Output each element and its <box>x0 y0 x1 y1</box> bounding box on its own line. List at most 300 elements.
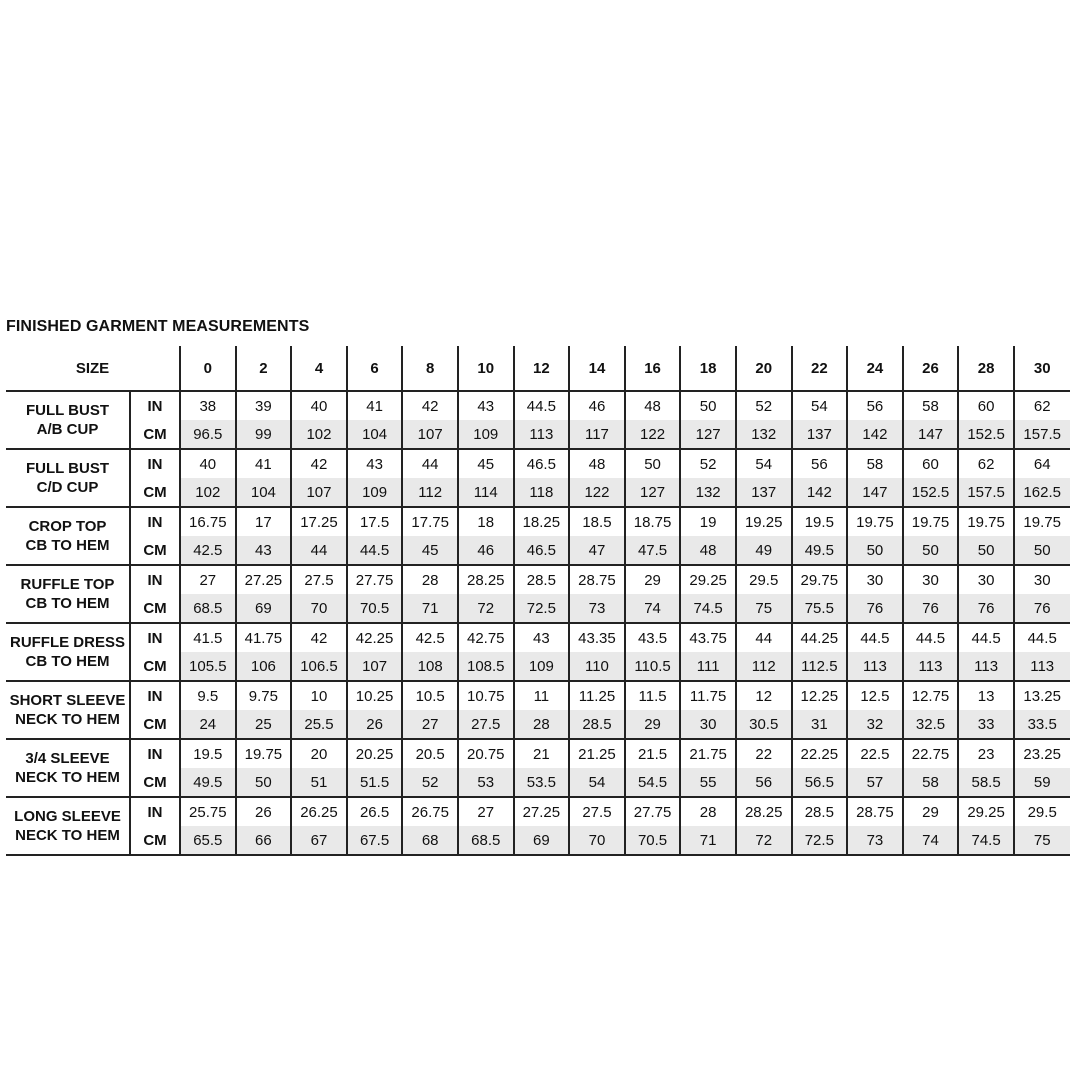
value-in-cell: 44.25 <box>792 623 848 652</box>
value-in-cell: 42 <box>402 391 458 420</box>
value-cm-cell: 69 <box>514 826 570 855</box>
unit-cm-label: CM <box>130 768 180 797</box>
measurement-label <box>6 739 130 797</box>
value-cm-cell: 49.5 <box>180 768 236 797</box>
value-in-cell: 60 <box>903 449 959 478</box>
value-cm-cell: 33.5 <box>1014 710 1070 739</box>
value-cm-cell: 45 <box>402 536 458 565</box>
value-in-cell: 25.75 <box>180 797 236 826</box>
value-in-cell: 58 <box>847 449 903 478</box>
value-cm-cell: 74.5 <box>958 826 1014 855</box>
value-in-cell: 42 <box>291 623 347 652</box>
value-cm-cell: 76 <box>903 594 959 623</box>
value-in-cell: 58 <box>903 391 959 420</box>
size-header-10: 10 <box>458 346 514 391</box>
size-header-12: 12 <box>514 346 570 391</box>
measurement-label-line1: LONG SLEEVE <box>14 808 121 825</box>
size-header-30: 30 <box>1014 346 1070 391</box>
size-header-2: 2 <box>236 346 292 391</box>
value-cm-cell: 113 <box>847 652 903 681</box>
value-in-cell: 39 <box>236 391 292 420</box>
value-cm-cell: 132 <box>680 478 736 507</box>
value-cm-cell: 108 <box>402 652 458 681</box>
value-in-cell: 29.5 <box>1014 797 1070 826</box>
value-in-cell: 64 <box>1014 449 1070 478</box>
value-in-cell: 26.5 <box>347 797 403 826</box>
unit-in-label: IN <box>130 739 180 768</box>
size-header-label: SIZE <box>6 346 180 391</box>
unit-cm-label: CM <box>130 536 180 565</box>
size-header-0: 0 <box>180 346 236 391</box>
value-cm-cell: 54.5 <box>625 768 681 797</box>
value-in-cell: 10 <box>291 681 347 710</box>
value-cm-cell: 53 <box>458 768 514 797</box>
value-in-cell: 62 <box>1014 391 1070 420</box>
value-cm-cell: 70 <box>291 594 347 623</box>
value-cm-cell: 122 <box>625 420 681 449</box>
measurement-row-in <box>6 449 1070 478</box>
value-cm-cell: 70 <box>569 826 625 855</box>
unit-in-label: IN <box>130 507 180 536</box>
value-cm-cell: 48 <box>680 536 736 565</box>
value-in-cell: 41.75 <box>236 623 292 652</box>
value-cm-cell: 46 <box>458 536 514 565</box>
measurement-label-line2: C/D CUP <box>36 479 99 496</box>
value-in-cell: 12 <box>736 681 792 710</box>
size-header-16: 16 <box>625 346 681 391</box>
size-header-14: 14 <box>569 346 625 391</box>
value-in-cell: 17.5 <box>347 507 403 536</box>
value-cm-cell: 27.5 <box>458 710 514 739</box>
size-header-row <box>6 346 1070 391</box>
value-cm-cell: 142 <box>847 420 903 449</box>
value-in-cell: 20 <box>291 739 347 768</box>
size-header-26: 26 <box>903 346 959 391</box>
value-in-cell: 27 <box>458 797 514 826</box>
size-header-22: 22 <box>792 346 848 391</box>
value-in-cell: 11 <box>514 681 570 710</box>
value-in-cell: 27 <box>180 565 236 594</box>
value-cm-cell: 112 <box>402 478 458 507</box>
value-in-cell: 48 <box>569 449 625 478</box>
measurement-row-cm <box>6 652 1070 681</box>
value-cm-cell: 107 <box>347 652 403 681</box>
value-in-cell: 29 <box>903 797 959 826</box>
value-cm-cell: 132 <box>736 420 792 449</box>
value-cm-cell: 65.5 <box>180 826 236 855</box>
unit-in-label: IN <box>130 391 180 420</box>
value-in-cell: 29.5 <box>736 565 792 594</box>
size-header-18: 18 <box>680 346 736 391</box>
unit-cm-label: CM <box>130 652 180 681</box>
value-in-cell: 27.25 <box>236 565 292 594</box>
value-in-cell: 22.75 <box>903 739 959 768</box>
value-cm-cell: 49.5 <box>792 536 848 565</box>
value-cm-cell: 157.5 <box>958 478 1014 507</box>
value-cm-cell: 73 <box>569 594 625 623</box>
value-in-cell: 46.5 <box>514 449 570 478</box>
value-cm-cell: 26 <box>347 710 403 739</box>
value-cm-cell: 58 <box>903 768 959 797</box>
value-cm-cell: 50 <box>1014 536 1070 565</box>
value-in-cell: 12.75 <box>903 681 959 710</box>
value-cm-cell: 113 <box>958 652 1014 681</box>
value-in-cell: 21.5 <box>625 739 681 768</box>
size-header-28: 28 <box>958 346 1014 391</box>
measurement-label <box>6 623 130 681</box>
value-cm-cell: 113 <box>514 420 570 449</box>
value-cm-cell: 72 <box>458 594 514 623</box>
value-cm-cell: 72 <box>736 826 792 855</box>
value-cm-cell: 74.5 <box>680 594 736 623</box>
value-in-cell: 43 <box>514 623 570 652</box>
value-in-cell: 27.75 <box>347 565 403 594</box>
value-cm-cell: 25 <box>236 710 292 739</box>
value-cm-cell: 74 <box>903 826 959 855</box>
value-in-cell: 19.75 <box>847 507 903 536</box>
value-cm-cell: 122 <box>569 478 625 507</box>
value-in-cell: 41 <box>347 391 403 420</box>
size-header-4: 4 <box>291 346 347 391</box>
unit-in-label: IN <box>130 797 180 826</box>
value-in-cell: 40 <box>291 391 347 420</box>
value-cm-cell: 71 <box>680 826 736 855</box>
measurement-label-line2: NECK TO HEM <box>15 711 120 728</box>
value-in-cell: 43 <box>347 449 403 478</box>
unit-cm-label: CM <box>130 594 180 623</box>
value-in-cell: 42.5 <box>402 623 458 652</box>
value-in-cell: 44.5 <box>1014 623 1070 652</box>
value-in-cell: 21 <box>514 739 570 768</box>
value-cm-cell: 110 <box>569 652 625 681</box>
value-in-cell: 29.25 <box>958 797 1014 826</box>
value-in-cell: 19 <box>680 507 736 536</box>
value-cm-cell: 75 <box>736 594 792 623</box>
measurement-label-line2: CB TO HEM <box>25 537 110 554</box>
value-cm-cell: 104 <box>236 478 292 507</box>
value-in-cell: 45 <box>458 449 514 478</box>
value-cm-cell: 32.5 <box>903 710 959 739</box>
measurement-label-line1: FULL BUST <box>25 460 110 477</box>
measurement-row-cm <box>6 768 1070 797</box>
value-cm-cell: 31 <box>792 710 848 739</box>
measurement-label-line1: RUFFLE TOP <box>20 576 115 593</box>
value-cm-cell: 70.5 <box>625 826 681 855</box>
value-cm-cell: 75 <box>1014 826 1070 855</box>
value-cm-cell: 107 <box>291 478 347 507</box>
measurement-row-cm <box>6 420 1070 449</box>
value-in-cell: 13 <box>958 681 1014 710</box>
size-header-24: 24 <box>847 346 903 391</box>
value-in-cell: 18.5 <box>569 507 625 536</box>
value-cm-cell: 108.5 <box>458 652 514 681</box>
value-cm-cell: 28.5 <box>569 710 625 739</box>
measurement-label <box>6 391 130 449</box>
value-cm-cell: 68.5 <box>180 594 236 623</box>
value-cm-cell: 127 <box>625 478 681 507</box>
value-in-cell: 10.25 <box>347 681 403 710</box>
value-in-cell: 44 <box>736 623 792 652</box>
value-cm-cell: 162.5 <box>1014 478 1070 507</box>
value-in-cell: 30 <box>847 565 903 594</box>
value-cm-cell: 152.5 <box>958 420 1014 449</box>
value-cm-cell: 44.5 <box>347 536 403 565</box>
measurement-row-cm <box>6 826 1070 855</box>
value-cm-cell: 114 <box>458 478 514 507</box>
value-in-cell: 44.5 <box>903 623 959 652</box>
measurements-body <box>6 391 1070 855</box>
value-in-cell: 28 <box>680 797 736 826</box>
value-cm-cell: 50 <box>847 536 903 565</box>
value-in-cell: 41.5 <box>180 623 236 652</box>
value-cm-cell: 24 <box>180 710 236 739</box>
value-in-cell: 28.5 <box>792 797 848 826</box>
value-cm-cell: 58.5 <box>958 768 1014 797</box>
value-cm-cell: 51 <box>291 768 347 797</box>
value-cm-cell: 71 <box>402 594 458 623</box>
measurement-label-line1: 3/4 SLEEVE <box>25 750 110 767</box>
value-in-cell: 19.5 <box>180 739 236 768</box>
measurement-row-cm <box>6 710 1070 739</box>
value-in-cell: 44.5 <box>958 623 1014 652</box>
value-in-cell: 19.75 <box>236 739 292 768</box>
value-in-cell: 26.75 <box>402 797 458 826</box>
value-cm-cell: 29 <box>625 710 681 739</box>
value-in-cell: 9.5 <box>180 681 236 710</box>
value-cm-cell: 32 <box>847 710 903 739</box>
measurement-label-line2: CB TO HEM <box>25 653 110 670</box>
value-in-cell: 50 <box>625 449 681 478</box>
value-in-cell: 40 <box>180 449 236 478</box>
value-in-cell: 27.5 <box>291 565 347 594</box>
value-in-cell: 44.5 <box>847 623 903 652</box>
value-cm-cell: 56.5 <box>792 768 848 797</box>
value-cm-cell: 47.5 <box>625 536 681 565</box>
unit-in-label: IN <box>130 681 180 710</box>
value-cm-cell: 72.5 <box>792 826 848 855</box>
value-cm-cell: 76 <box>958 594 1014 623</box>
value-in-cell: 56 <box>792 449 848 478</box>
value-cm-cell: 137 <box>792 420 848 449</box>
value-in-cell: 60 <box>958 391 1014 420</box>
value-cm-cell: 54 <box>569 768 625 797</box>
value-in-cell: 23 <box>958 739 1014 768</box>
value-in-cell: 23.25 <box>1014 739 1070 768</box>
value-in-cell: 29.75 <box>792 565 848 594</box>
value-in-cell: 29.25 <box>680 565 736 594</box>
value-in-cell: 28.5 <box>514 565 570 594</box>
measurement-label-line1: RUFFLE DRESS <box>9 634 125 651</box>
value-cm-cell: 50 <box>903 536 959 565</box>
measurement-label <box>6 681 130 739</box>
value-in-cell: 42.25 <box>347 623 403 652</box>
value-in-cell: 19.75 <box>903 507 959 536</box>
value-in-cell: 30 <box>903 565 959 594</box>
measurement-row-in <box>6 797 1070 826</box>
measurement-label-line2: A/B CUP <box>36 421 99 438</box>
value-cm-cell: 104 <box>347 420 403 449</box>
value-in-cell: 56 <box>847 391 903 420</box>
value-cm-cell: 109 <box>347 478 403 507</box>
value-in-cell: 28.25 <box>458 565 514 594</box>
measurement-row-in <box>6 623 1070 652</box>
unit-cm-label: CM <box>130 826 180 855</box>
value-in-cell: 44 <box>402 449 458 478</box>
value-cm-cell: 105.5 <box>180 652 236 681</box>
value-cm-cell: 112.5 <box>792 652 848 681</box>
value-cm-cell: 67 <box>291 826 347 855</box>
value-cm-cell: 157.5 <box>1014 420 1070 449</box>
value-in-cell: 13.25 <box>1014 681 1070 710</box>
value-cm-cell: 73 <box>847 826 903 855</box>
measurement-row-in <box>6 681 1070 710</box>
value-in-cell: 10.75 <box>458 681 514 710</box>
value-cm-cell: 49 <box>736 536 792 565</box>
measurement-label <box>6 565 130 623</box>
value-in-cell: 19.5 <box>792 507 848 536</box>
value-cm-cell: 28 <box>514 710 570 739</box>
value-in-cell: 22 <box>736 739 792 768</box>
value-cm-cell: 147 <box>903 420 959 449</box>
value-cm-cell: 72.5 <box>514 594 570 623</box>
value-cm-cell: 109 <box>514 652 570 681</box>
value-cm-cell: 118 <box>514 478 570 507</box>
value-in-cell: 42 <box>291 449 347 478</box>
value-cm-cell: 152.5 <box>903 478 959 507</box>
value-cm-cell: 112 <box>736 652 792 681</box>
value-in-cell: 38 <box>180 391 236 420</box>
measurement-row-in <box>6 739 1070 768</box>
value-cm-cell: 46.5 <box>514 536 570 565</box>
value-cm-cell: 110.5 <box>625 652 681 681</box>
value-in-cell: 27.25 <box>514 797 570 826</box>
value-in-cell: 28.25 <box>736 797 792 826</box>
value-cm-cell: 142 <box>792 478 848 507</box>
measurement-label-line1: CROP TOP <box>28 518 107 535</box>
value-cm-cell: 56 <box>736 768 792 797</box>
measurement-label-line1: FULL BUST <box>25 402 110 419</box>
value-in-cell: 50 <box>680 391 736 420</box>
measurement-label <box>6 449 130 507</box>
value-in-cell: 28.75 <box>569 565 625 594</box>
value-in-cell: 27.5 <box>569 797 625 826</box>
value-in-cell: 27.75 <box>625 797 681 826</box>
measurement-label <box>6 507 130 565</box>
measurement-row-cm <box>6 536 1070 565</box>
value-in-cell: 30 <box>958 565 1014 594</box>
value-cm-cell: 42.5 <box>180 536 236 565</box>
value-in-cell: 22.25 <box>792 739 848 768</box>
value-in-cell: 43.5 <box>625 623 681 652</box>
value-in-cell: 19.75 <box>958 507 1014 536</box>
value-cm-cell: 30 <box>680 710 736 739</box>
value-cm-cell: 44 <box>291 536 347 565</box>
value-cm-cell: 52 <box>402 768 458 797</box>
value-in-cell: 17.25 <box>291 507 347 536</box>
value-cm-cell: 117 <box>569 420 625 449</box>
value-in-cell: 18 <box>458 507 514 536</box>
value-in-cell: 54 <box>736 449 792 478</box>
value-in-cell: 12.5 <box>847 681 903 710</box>
value-in-cell: 48 <box>625 391 681 420</box>
value-cm-cell: 33 <box>958 710 1014 739</box>
unit-cm-label: CM <box>130 710 180 739</box>
value-in-cell: 22.5 <box>847 739 903 768</box>
measurement-row-in <box>6 565 1070 594</box>
size-header-6: 6 <box>347 346 403 391</box>
value-cm-cell: 69 <box>236 594 292 623</box>
value-in-cell: 11.25 <box>569 681 625 710</box>
unit-in-label: IN <box>130 565 180 594</box>
measurement-label-line2: CB TO HEM <box>25 595 110 612</box>
value-cm-cell: 27 <box>402 710 458 739</box>
unit-cm-label: CM <box>130 420 180 449</box>
unit-in-label: IN <box>130 623 180 652</box>
value-cm-cell: 43 <box>236 536 292 565</box>
value-in-cell: 20.75 <box>458 739 514 768</box>
value-cm-cell: 127 <box>680 420 736 449</box>
value-in-cell: 17.75 <box>402 507 458 536</box>
value-cm-cell: 75.5 <box>792 594 848 623</box>
value-in-cell: 26.25 <box>291 797 347 826</box>
measurement-label-line2: NECK TO HEM <box>15 827 120 844</box>
page-title: FINISHED GARMENT MEASUREMENTS <box>6 318 310 335</box>
measurement-label-line2: NECK TO HEM <box>15 769 120 786</box>
value-in-cell: 21.25 <box>569 739 625 768</box>
value-in-cell: 28.75 <box>847 797 903 826</box>
value-cm-cell: 76 <box>1014 594 1070 623</box>
value-cm-cell: 59 <box>1014 768 1070 797</box>
value-cm-cell: 25.5 <box>291 710 347 739</box>
measurement-row-cm <box>6 478 1070 507</box>
value-cm-cell: 106.5 <box>291 652 347 681</box>
value-cm-cell: 76 <box>847 594 903 623</box>
value-in-cell: 9.75 <box>236 681 292 710</box>
unit-in-label: IN <box>130 449 180 478</box>
value-in-cell: 17 <box>236 507 292 536</box>
unit-cm-label: CM <box>130 478 180 507</box>
value-in-cell: 11.5 <box>625 681 681 710</box>
value-in-cell: 28 <box>402 565 458 594</box>
value-in-cell: 20.5 <box>402 739 458 768</box>
value-cm-cell: 74 <box>625 594 681 623</box>
value-in-cell: 52 <box>736 391 792 420</box>
size-header-20: 20 <box>736 346 792 391</box>
measurement-row-in <box>6 507 1070 536</box>
size-header-8: 8 <box>402 346 458 391</box>
value-cm-cell: 102 <box>291 420 347 449</box>
value-cm-cell: 70.5 <box>347 594 403 623</box>
value-cm-cell: 68.5 <box>458 826 514 855</box>
value-cm-cell: 96.5 <box>180 420 236 449</box>
value-cm-cell: 106 <box>236 652 292 681</box>
value-cm-cell: 51.5 <box>347 768 403 797</box>
size-chart-table <box>6 346 1070 856</box>
value-cm-cell: 111 <box>680 652 736 681</box>
value-in-cell: 42.75 <box>458 623 514 652</box>
value-cm-cell: 55 <box>680 768 736 797</box>
value-in-cell: 44.5 <box>514 391 570 420</box>
value-in-cell: 62 <box>958 449 1014 478</box>
value-cm-cell: 147 <box>847 478 903 507</box>
value-cm-cell: 99 <box>236 420 292 449</box>
value-in-cell: 43 <box>458 391 514 420</box>
measurement-row-cm <box>6 594 1070 623</box>
value-in-cell: 18.75 <box>625 507 681 536</box>
value-in-cell: 12.25 <box>792 681 848 710</box>
value-in-cell: 19.25 <box>736 507 792 536</box>
value-in-cell: 20.25 <box>347 739 403 768</box>
